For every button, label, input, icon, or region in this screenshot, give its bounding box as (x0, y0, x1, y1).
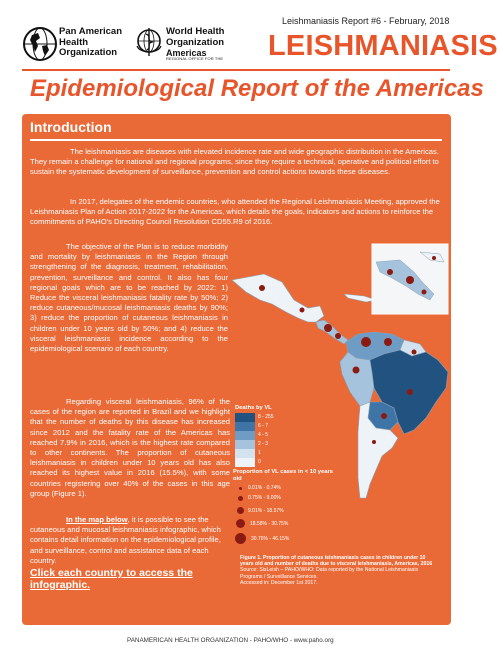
legend-label: 1 (258, 450, 261, 456)
legend-swatch (235, 413, 255, 422)
who-logo (134, 24, 244, 66)
figure-caption-accessed: Accessed in: December 1st 2017. (240, 579, 318, 586)
map-caribbean (344, 294, 376, 302)
main-title: LEISHMANIASIS (268, 30, 498, 62)
proportion-label: 0.01% - 0.74% (248, 485, 281, 491)
intro-paragraph-2: In 2017, delegates of the endemic countries, who attended the Regional Leishmaniasis Meeting, approved the Leishmaniasis Plan of Action 2017-2022 for the Americas, which details the goals, indicators and actions to reinforce the commitments of PAHO's Directing Council Resolution CD55.R9 of 2016. (30, 197, 440, 227)
header-rule (22, 69, 450, 71)
figure-caption-title: Figure 1. Proportion of cutaneous leishmaniasis cases in children under 10 years old and number of deaths due to visceral leishmaniasis, Americas, 2016 (240, 555, 433, 568)
proportion-label: 30.76% - 46.15% (251, 536, 290, 542)
paho-globe-icon (22, 26, 58, 62)
introduction-rule (30, 139, 442, 141)
legend-label: 2 - 3 (258, 441, 269, 447)
legend-swatch (235, 431, 255, 440)
figure-caption (240, 555, 440, 586)
who-name: World Health Organization Americas (166, 26, 225, 58)
deaths-legend (235, 405, 295, 467)
intro-paragraph-4: Regarding visceral leishmaniasis, 96% of the cases of the region are reported in Brazil and we highlight that the number of deaths by this disease has increased since 2012 and the fatality rate of the Americas has reached 7.9% in 2016, which is the highest rate compared to other continents. The proportion of cutaneous leishmaniasis in children under 10 years old has also reached its highest value in 2016 (15.5%), with some countries registering over 40% of the cases in this age group (Figure 1). (30, 397, 230, 498)
introduction-panel (22, 114, 451, 625)
who-regional-office: REGIONAL OFFICE FOR THE (166, 56, 224, 61)
map-central-america (316, 320, 348, 344)
subtitle: Epidemiological Report of the Americas (30, 75, 484, 102)
proportion-dot (237, 507, 244, 514)
intro-paragraph-5 (30, 515, 230, 591)
map-below-text: , it is possible to see the cutaneous and mucosal leishmaniasis infographic, which contains detail information on the epidemiological profile, and surveillance, control and assistance data of each country. (30, 515, 221, 565)
legend-swatch (235, 458, 255, 467)
legend-swatch (235, 449, 255, 458)
intro-paragraph-3: The objective of the Plan is to reduce morbidity and mortality by leishmaniasis in the Region through strengthening of the diagnosis, treatment, rehabilitation, prevention, surveillance and control. It also has four regional goals which are to be reached by 2022: 1) Reduce the visceral leishmaniasis fatality rate by 50%; 2) reduce cutaneous/mucosal leishmaniasis deaths by 90%; 3) reduce the proportion of cutaneous leishmaniasis in children under 10 years old by 50%; and 4) reduce the visceral leishmaniasis incidence according to the epidemiological scenario of each country. (30, 242, 228, 354)
proportion-label: 0.75% - 9.00% (248, 495, 281, 501)
paho-logo (22, 24, 132, 66)
map-below-link[interactable]: In the map below (66, 515, 128, 524)
infographic-cta-link[interactable]: Click each country to access the infographic. (30, 567, 193, 592)
proportion-dot (239, 487, 242, 490)
legend-label: 0 (258, 459, 261, 465)
legend-label: 4 - 5 (258, 432, 269, 438)
introduction-heading: Introduction (30, 119, 112, 135)
legend-swatch (235, 440, 255, 449)
paho-name: Pan American Health Organization (59, 26, 123, 58)
proportion-label: 18.58% - 30.75% (250, 521, 289, 527)
map-mexico (232, 274, 324, 322)
proportion-dot (235, 533, 246, 544)
report-issue-line: Leishmaniasis Report #6 - February, 2018 (282, 16, 450, 26)
deaths-legend-title: Deaths by VL (235, 405, 272, 411)
figure-caption-source: Source: SisLeish – PAHO/WHO: Data reported by the National Leishmaniasis Programs / Surveillance Services. (240, 567, 419, 580)
footer: PANAMERICAN HEALTH ORGANIZATION - PAHO/WHO - www.paho.org (127, 637, 334, 644)
legend-swatch (235, 422, 255, 431)
legend-label: 8 - 255 (258, 414, 274, 420)
proportion-label: 9.01% - 18.57% (248, 508, 284, 514)
who-emblem-icon (134, 26, 164, 60)
map-peru (340, 352, 374, 406)
legend-label: 6 - 7 (258, 423, 269, 429)
proportion-legend-title: Proportion of VL cases in < 10 years old (233, 469, 333, 482)
proportion-dot (238, 496, 243, 501)
proportion-dot (236, 519, 245, 528)
intro-paragraph-1: The leishmaniasis are diseases with elevated incidence rate and wide geographic distribution in the Americas. They remain a challenge for national and regional programs, since they require a technical, operative and political effort to sustain the systematic development of surveillance, prevention and control actions towards these diseases. (30, 147, 439, 177)
